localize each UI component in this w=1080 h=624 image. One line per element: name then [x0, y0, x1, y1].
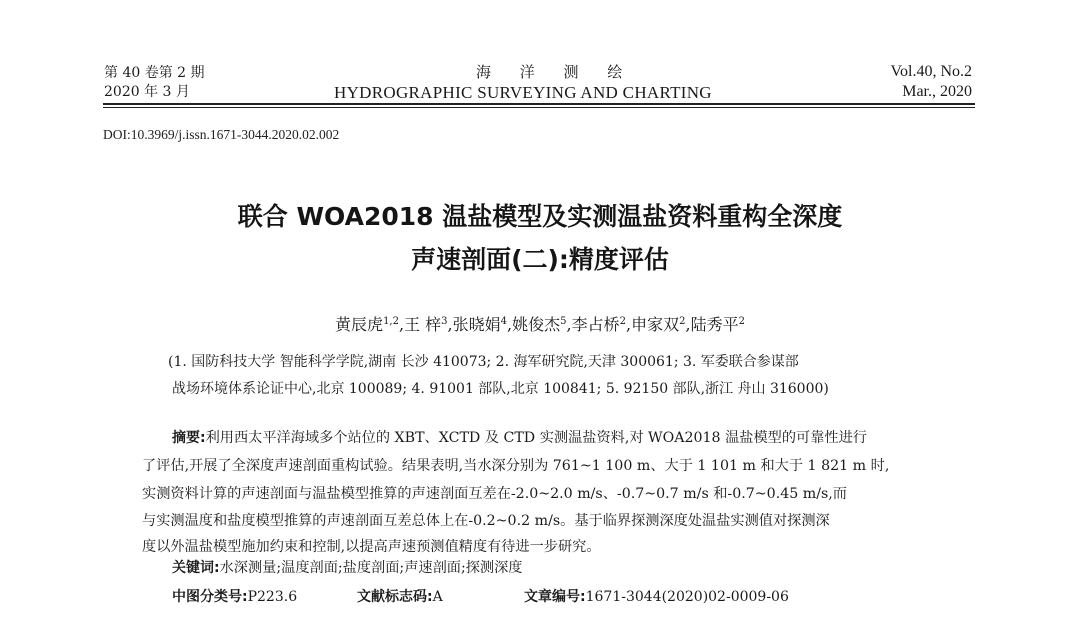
- affiliations-line1: (1. 国防科技大学 智能科学学院,湖南 长沙 410073; 2. 海军研究院,天津 300061; 3. 军委联合参谋部: [168, 354, 799, 370]
- abstract-text-1: 利用西太平洋海域多个站位的 XBT、XCTD 及 CTD 实测温盐资料,对 WOA2018 温盐模型的可靠性进行: [205, 430, 867, 446]
- author: [572, 315, 626, 334]
- author-separator: ,: [566, 315, 572, 334]
- author-name: 姚俊杰: [512, 315, 561, 334]
- doi: DOI:10.3969/j.issn.1671-3044.2020.02.002: [103, 127, 340, 142]
- article-number: [524, 586, 789, 606]
- author: [691, 315, 745, 334]
- document-code-label: 文献标志码:: [357, 589, 433, 605]
- document-code-value: A: [432, 589, 443, 605]
- author: [512, 315, 566, 334]
- keywords-label: 关键词:: [172, 560, 220, 576]
- author-affiliation-mark: 3: [441, 316, 448, 327]
- abstract-line5: 度以外温盐模型施加约束和控制,以提高声速预测值精度有待进一步研究。: [142, 539, 601, 555]
- document-code: [357, 586, 443, 606]
- article-number-value: 1671-3044(2020)02-0009-06: [585, 589, 789, 605]
- author-separator: ,: [447, 315, 453, 334]
- author-separator: ,: [625, 315, 632, 334]
- author: [404, 315, 447, 334]
- header-rule-thick: [103, 103, 975, 105]
- abstract-label: 摘要:: [172, 430, 206, 446]
- article-number-label: 文章编号:: [524, 589, 586, 605]
- classification-value: P223.6: [247, 589, 298, 605]
- issue-volume-en: Vol.40, No.2: [890, 63, 972, 80]
- issue-volume: 第 40 卷第 2 期: [104, 65, 205, 81]
- affiliations-line2: 战场环境体系论证中心,北京 100089; 4. 91001 部队,北京 100841; 5. 92150 部队,浙江 舟山 316000): [172, 381, 829, 397]
- journal-name-en: HYDROGRAPHIC SURVEYING AND CHARTING: [334, 83, 712, 102]
- issue-date: 2020 年 3 月: [104, 84, 190, 100]
- article-title-line2: 声速剖面(二):精度评估: [411, 245, 669, 274]
- author-affiliation-mark: 1,2: [383, 316, 399, 327]
- author-separator: ,: [398, 315, 405, 334]
- abstract-line2: 了评估,开展了全深度声速剖面重构试验。结果表明,当水深分别为 761~1 100 m、大于 1 101 m 和大于 1 821 m 时,: [142, 458, 890, 474]
- author-affiliation-mark: 2: [738, 316, 745, 327]
- author-name: 申家双: [631, 315, 680, 334]
- author-separator: ,: [685, 315, 691, 334]
- keywords: [172, 558, 522, 578]
- author-name: 黄辰虎: [335, 315, 384, 334]
- journal-name-cn: 海 洋 测 绘: [476, 63, 635, 81]
- article-title-line1: 联合 WOA2018 温盐模型及实测温盐资料重构全深度: [237, 202, 843, 231]
- classification-number: [172, 586, 297, 606]
- abstract-line3: 实测资料计算的声速剖面与温盐模型推算的声速剖面互差在-2.0~2.0 m/s、-0.7~0.7 m/s 和-0.7~0.45 m/s,而: [142, 486, 847, 502]
- author-name: 张晓娟: [452, 315, 501, 334]
- classification-label: 中图分类号:: [172, 589, 248, 605]
- author: [453, 315, 507, 334]
- author-affiliation-mark: 5: [560, 316, 567, 327]
- author-affiliation-mark: 2: [679, 316, 686, 327]
- issue-date-en: Mar., 2020: [902, 83, 972, 100]
- author-name: 陆秀平: [690, 315, 739, 334]
- abstract-line1: [172, 428, 867, 448]
- author: [335, 315, 399, 334]
- author-list: [0, 312, 1080, 335]
- author-affiliation-mark: 4: [500, 316, 508, 327]
- author-name: 李占桥: [571, 315, 620, 334]
- author-separator: ,: [507, 315, 513, 334]
- header-rule-thin: [103, 107, 975, 108]
- abstract-line4: 与实测温度和盐度模型推算的声速剖面互差总体上在-0.2~0.2 m/s。基于临界探测深度处温盐实测值对探测深: [142, 513, 830, 529]
- keywords-text: 水深测量;温度剖面;盐度剖面;声速剖面;探测深度: [219, 560, 523, 576]
- author-affiliation-mark: 2: [619, 316, 626, 327]
- author-name: 王 梓: [404, 315, 442, 334]
- author: [631, 315, 685, 334]
